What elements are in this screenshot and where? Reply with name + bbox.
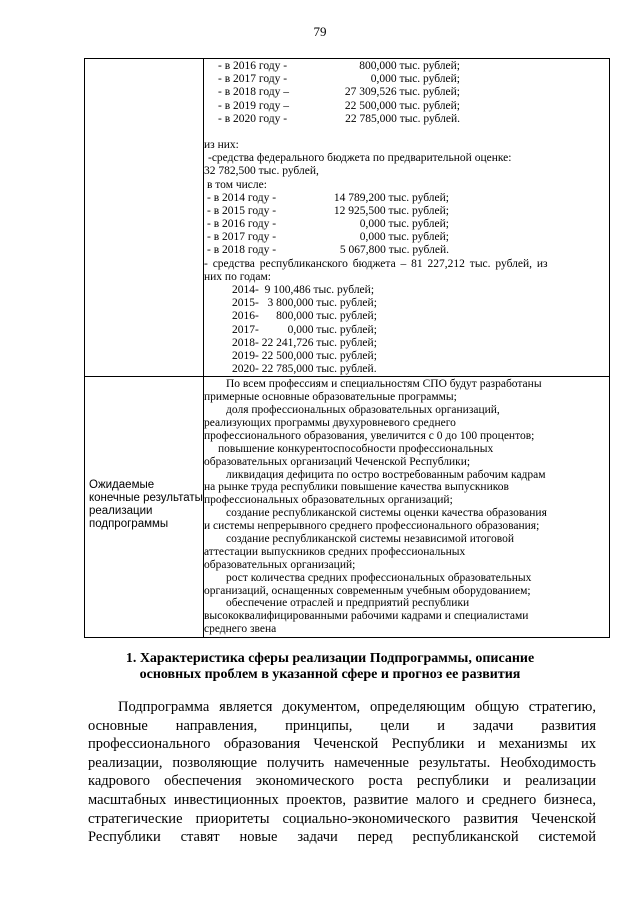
- republic-line: 2019- 22 500,000 тыс. рублей;: [232, 349, 377, 362]
- result-line: образовательных организаций;: [204, 558, 356, 571]
- section-heading-line: основных проблем в указанной сфере и прогноз ее развития: [139, 667, 521, 682]
- result-line: примерные основные образовательные программы;: [204, 391, 457, 404]
- funding-line: - в 2019 году – 22 500,000 тыс. рублей;: [218, 99, 460, 112]
- result-line: профессионального образования, увеличится с 0 до 100 процентов;: [204, 429, 535, 442]
- republic-line: 2015- 3 800,000 тыс. рублей;: [232, 297, 377, 310]
- federal-line: - в 2016 году - 0,000 тыс. рублей;: [207, 218, 449, 231]
- result-line: среднего звена: [204, 623, 277, 636]
- republic-by-year-label: них по годам:: [204, 270, 271, 283]
- funding-line: - в 2020 году - 22 785,000 тыс. рублей.: [218, 112, 460, 125]
- results-text: [204, 377, 609, 637]
- of-them-label: из них:: [204, 138, 239, 151]
- result-line: на рынке труда республики повышение качества выпускников: [204, 481, 509, 494]
- result-line: обеспечение отраслей и предприятий республики: [226, 597, 470, 610]
- results-label-cell: [85, 377, 204, 638]
- republic-line: 2018- 22 241,726 тыс. рублей;: [232, 336, 377, 349]
- funding-text: [204, 59, 609, 376]
- body-line: профессионального образования Чеченской Республики и механизмы их: [88, 736, 596, 753]
- funding-content-cell: [204, 59, 610, 377]
- body-line: стратегические приоритеты социально-экономического развития Чеченской: [88, 810, 596, 827]
- funding-label-cell: [85, 59, 204, 377]
- body-line: Подпрограмма является документом, определяющим общую стратегию,: [118, 699, 596, 715]
- subprogram-passport-table: [84, 58, 610, 638]
- result-line: организаций, оснащенных современным учебным оборудованием;: [204, 584, 531, 597]
- federal-line: - в 2015 году - 12 925,500 тыс. рублей;: [207, 204, 449, 217]
- result-line: реализующих программы двухуровневого среднего: [204, 416, 456, 429]
- funding-row: [85, 59, 610, 377]
- body-line: масштабных инвестиционных проектов, развитие малого и среднего бизнеса,: [88, 791, 596, 808]
- results-content-cell: [204, 377, 610, 638]
- body-line: основные направления, принципы, цели и задачи развития: [88, 717, 596, 734]
- result-line: доля профессиональных образовательных организаций,: [226, 404, 500, 417]
- result-line: аттестации выпускников средних профессиональных: [204, 545, 466, 558]
- result-line: образовательных организаций Чеченской Республики;: [204, 455, 471, 468]
- result-line: и системы непрерывного среднего профессионального образования;: [204, 520, 540, 533]
- republic-line: 2017- 0,000 тыс. рублей;: [232, 323, 377, 336]
- funding-line: - в 2018 году – 27 309,526 тыс. рублей;: [218, 86, 460, 99]
- result-line: высококвалифицированными рабочими кадрами и специалистами: [204, 610, 529, 623]
- republic-line: 2020- 22 785,000 тыс. рублей.: [232, 363, 377, 376]
- republic-line: 2014- 9 100,486 тыс. рублей;: [232, 284, 375, 296]
- results-label: Ожидаемые конечные результаты реализации подпрограммы: [89, 479, 203, 531]
- federal-budget-line: -средства федерального бюджета по предварительной оценке:: [208, 152, 512, 165]
- body-paragraph: [88, 698, 596, 847]
- federal-line: - в 2014 году - 14 789,200 тыс. рублей;: [207, 191, 449, 204]
- federal-line: - в 2018 году - 5 067,800 тыс. рублей.: [207, 244, 449, 257]
- result-line: создание республиканской системы независимой итоговой: [226, 533, 514, 545]
- result-line: профессиональных образовательных организаций;: [204, 494, 453, 507]
- result-line: повышение конкурентоспособности профессиональных: [218, 442, 494, 455]
- page-number: 79: [313, 24, 327, 39]
- section-heading: [80, 651, 580, 683]
- result-line: ликвидация дефицита по остро востребованным рабочим кадрам: [226, 468, 546, 481]
- result-line: По всем профессиям и специальностям СПО будут разработаны: [226, 378, 542, 391]
- body-line: кадрового обеспечения экономического роста республики и реализации: [88, 773, 596, 790]
- results-row: [85, 377, 610, 638]
- body-line: реализации, позволяющие получить намеченные результаты. Необходимость: [88, 754, 596, 771]
- result-line: создание республиканской системы оценки качества образования: [226, 507, 547, 520]
- republic-line: 2016- 800,000 тыс. рублей;: [232, 310, 377, 323]
- federal-budget-total: 32 782,500 тыс. рублей,: [204, 165, 319, 178]
- funding-line: - в 2017 году - 0,000 тыс. рублей;: [218, 73, 460, 86]
- result-line: рост количества средних профессиональных образовательных: [226, 571, 532, 584]
- section-heading-line: 1. Характеристика сферы реализации Подпрограммы, описание: [125, 651, 535, 666]
- including-label: в том числе:: [207, 178, 267, 191]
- federal-line: - в 2017 году - 0,000 тыс. рублей;: [207, 231, 449, 244]
- body-line: Республики ставят новые задачи перед республиканской системой: [88, 829, 596, 846]
- funding-line: - в 2016 году - 800,000 тыс. рублей;: [218, 60, 460, 72]
- republic-budget-line: - средства республиканского бюджета – 81 227,212 тыс. рублей, из: [204, 257, 548, 270]
